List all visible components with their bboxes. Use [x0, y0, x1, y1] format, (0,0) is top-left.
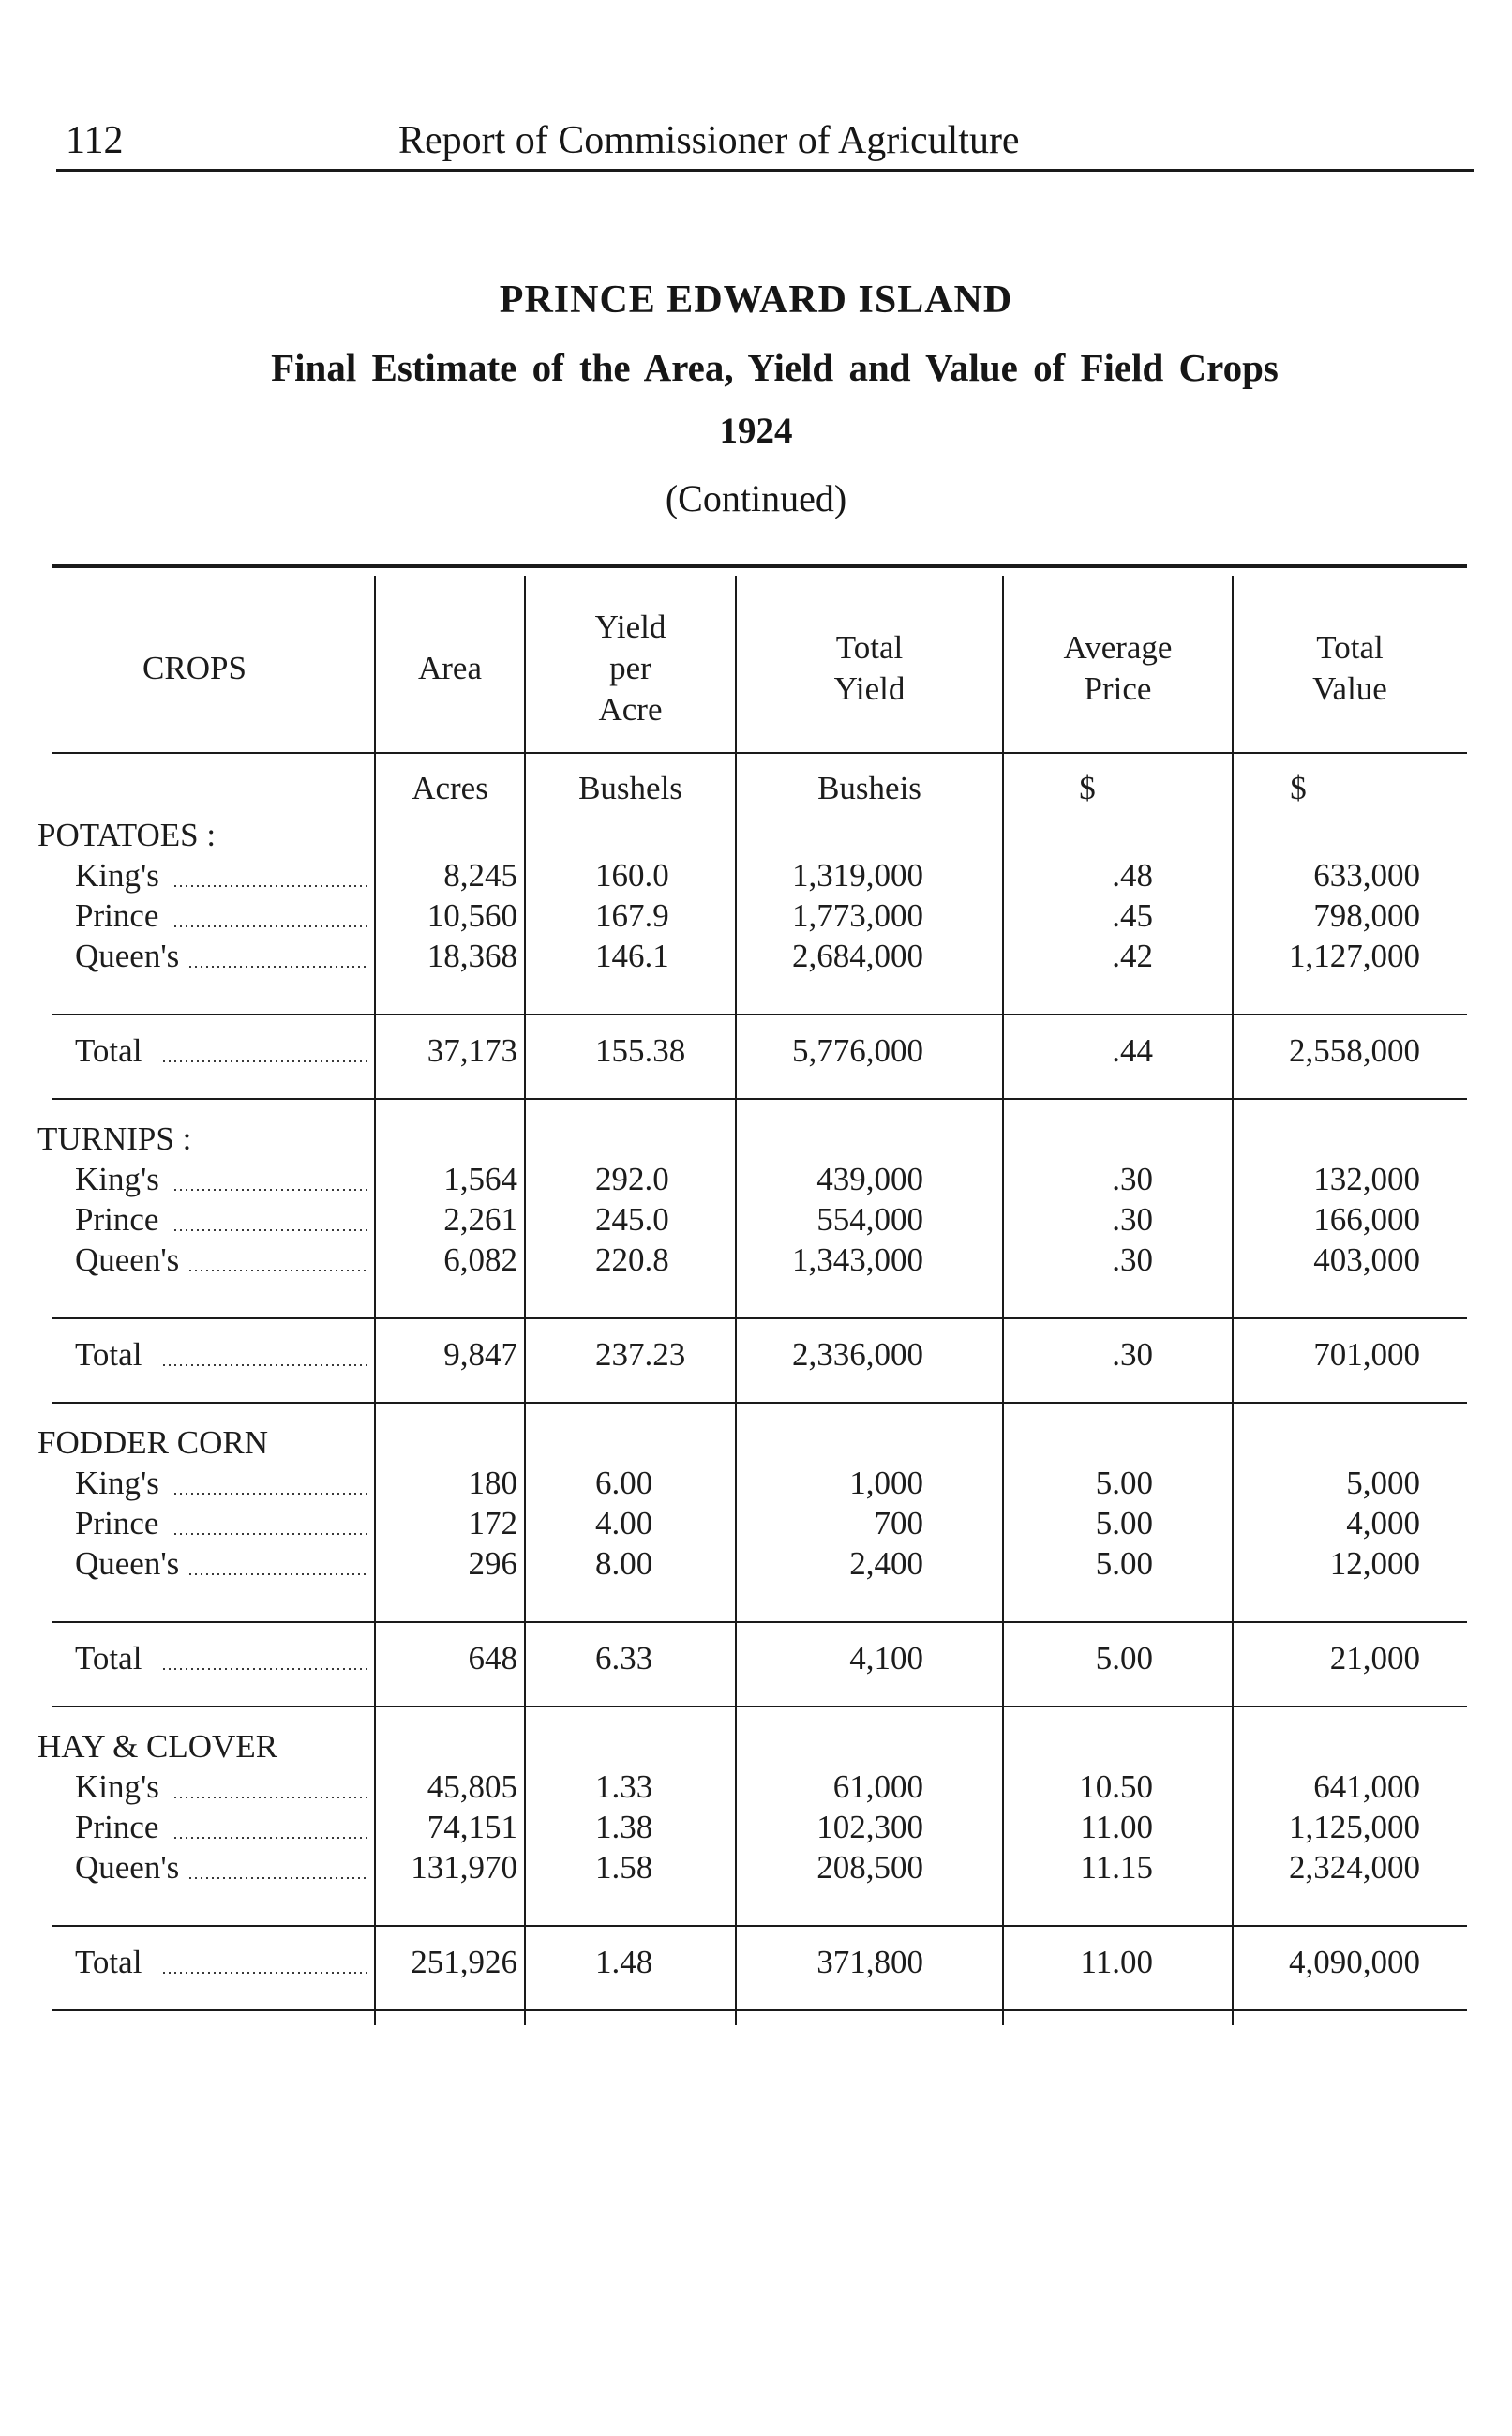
cell-total-value: 798,000: [1313, 897, 1420, 934]
row-label: Prince: [75, 1201, 159, 1238]
column-header-total_value: Total: [1316, 629, 1384, 666]
cell-total-value: 1,127,000: [1289, 938, 1420, 974]
cell-average-price: 11.15: [1080, 1849, 1153, 1886]
page-number: 112: [66, 119, 124, 162]
cell-yield-per-acre: 292.0: [595, 1161, 669, 1197]
cell-average-price: .30: [1112, 1161, 1153, 1197]
column-header-total_value: Value: [1312, 670, 1387, 707]
cell-total-yield: 554,000: [816, 1201, 923, 1238]
row-label: King's: [75, 1161, 159, 1197]
cell-yield-per-acre: 245.0: [595, 1201, 669, 1238]
total-cell-total-value: 2,558,000: [1289, 1032, 1420, 1069]
cell-total-yield: 1,000: [849, 1465, 923, 1501]
cell-average-price: 10.50: [1079, 1768, 1153, 1805]
cell-area: 131,970: [411, 1849, 517, 1886]
row-label: Queen's: [75, 1849, 180, 1886]
total-cell-yield-per-acre: 1.48: [595, 1944, 653, 1980]
cell-yield-per-acre: 1.38: [595, 1809, 653, 1845]
total-cell-area: 251,926: [411, 1944, 517, 1980]
total-row-label: Total: [75, 1032, 142, 1069]
total-cell-yield-per-acre: 155.38: [595, 1032, 686, 1069]
cell-total-value: 641,000: [1313, 1768, 1420, 1805]
column-header-average_price: Average: [1063, 629, 1173, 666]
cell-yield-per-acre: 160.0: [595, 857, 669, 894]
row-label: King's: [75, 857, 159, 894]
crop-group-heading: FODDER CORN: [37, 1424, 269, 1461]
cell-total-yield: 61,000: [832, 1768, 923, 1805]
cell-area: 6,082: [443, 1241, 517, 1278]
unit-label-yield_per_acre: Bushels: [578, 770, 682, 806]
total-cell-total-value: 701,000: [1313, 1336, 1420, 1373]
title-region: PRINCE EDWARD ISLAND: [499, 278, 1013, 322]
total-cell-yield-per-acre: 237.23: [595, 1336, 686, 1373]
crop-group-heading: TURNIPS :: [37, 1120, 192, 1157]
cell-area: 172: [468, 1505, 517, 1541]
cell-average-price: 11.00: [1080, 1809, 1153, 1845]
cell-yield-per-acre: 8.00: [595, 1545, 653, 1582]
cell-average-price: 5.00: [1095, 1465, 1153, 1501]
cell-average-price: .45: [1112, 897, 1153, 934]
unit-label-area: Acres: [412, 770, 488, 806]
title-continued: (Continued): [665, 477, 847, 519]
cell-area: 8,245: [443, 857, 517, 894]
cell-area: 45,805: [427, 1768, 517, 1805]
row-label: Prince: [75, 1809, 159, 1845]
crop-group-heading: POTATOES :: [37, 817, 217, 853]
cell-total-yield: 2,400: [849, 1545, 923, 1582]
row-label: Prince: [75, 1505, 159, 1541]
column-header-total_yield: Yield: [833, 670, 906, 707]
cell-total-value: 132,000: [1313, 1161, 1420, 1197]
row-label: Queen's: [75, 1241, 180, 1278]
row-label: Prince: [75, 897, 159, 934]
cell-total-value: 633,000: [1313, 857, 1420, 894]
cell-average-price: 5.00: [1095, 1505, 1153, 1541]
cell-yield-per-acre: 220.8: [595, 1241, 669, 1278]
row-label: Queen's: [75, 1545, 180, 1582]
cell-yield-per-acre: 146.1: [595, 938, 669, 974]
cell-total-value: 403,000: [1313, 1241, 1420, 1278]
cell-total-yield: 700: [874, 1505, 923, 1541]
total-cell-total-value: 4,090,000: [1289, 1944, 1420, 1980]
total-cell-total-value: 21,000: [1329, 1640, 1420, 1677]
cell-total-yield: 439,000: [816, 1161, 923, 1197]
title-year: 1924: [719, 411, 793, 451]
total-cell-yield-per-acre: 6.33: [595, 1640, 653, 1677]
total-cell-average-price: .44: [1112, 1032, 1153, 1069]
total-row-label: Total: [75, 1640, 142, 1677]
total-cell-total-yield: 4,100: [849, 1640, 923, 1677]
cell-yield-per-acre: 1.33: [595, 1768, 653, 1805]
cell-yield-per-acre: 1.58: [595, 1849, 653, 1886]
cell-total-yield: 1,773,000: [792, 897, 923, 934]
total-cell-average-price: 5.00: [1095, 1640, 1153, 1677]
total-cell-average-price: .30: [1112, 1336, 1153, 1373]
column-header-yield_per_acre: Yield: [594, 609, 666, 645]
total-cell-area: 37,173: [427, 1032, 517, 1069]
total-cell-average-price: 11.00: [1080, 1944, 1153, 1980]
total-cell-total-yield: 371,800: [816, 1944, 923, 1980]
cell-total-value: 4,000: [1346, 1505, 1420, 1541]
cell-area: 180: [468, 1465, 517, 1501]
total-row-label: Total: [75, 1944, 142, 1980]
row-label: Queen's: [75, 938, 180, 974]
column-header-crops: CROPS: [142, 650, 247, 686]
unit-label-total_yield: Busheis: [817, 770, 921, 806]
unit-label-average_price: $: [1079, 770, 1096, 806]
cell-area: 296: [468, 1545, 517, 1582]
cell-total-yield: 1,343,000: [792, 1241, 923, 1278]
column-header-yield_per_acre: Acre: [598, 691, 663, 728]
row-label: King's: [75, 1768, 159, 1805]
column-header-yield_per_acre: per: [609, 650, 651, 686]
total-cell-area: 9,847: [443, 1336, 517, 1373]
cell-area: 1,564: [443, 1161, 517, 1197]
cell-total-yield: 1,319,000: [792, 857, 923, 894]
cell-total-yield: 2,684,000: [792, 938, 923, 974]
cell-average-price: .30: [1112, 1201, 1153, 1238]
cell-average-price: 5.00: [1095, 1545, 1153, 1582]
crop-group-heading: HAY & CLOVER: [37, 1728, 278, 1765]
cell-total-value: 2,324,000: [1289, 1849, 1420, 1886]
cell-total-value: 1,125,000: [1289, 1809, 1420, 1845]
row-label: King's: [75, 1465, 159, 1501]
cell-area: 18,368: [427, 938, 517, 974]
cell-yield-per-acre: 167.9: [595, 897, 669, 934]
total-row-label: Total: [75, 1336, 142, 1373]
cell-total-yield: 102,300: [816, 1809, 923, 1845]
cell-total-value: 166,000: [1313, 1201, 1420, 1238]
unit-label-total_value: $: [1290, 770, 1307, 806]
cell-area: 10,560: [427, 897, 517, 934]
column-header-area: Area: [417, 650, 483, 686]
total-cell-area: 648: [468, 1640, 517, 1677]
total-cell-total-yield: 5,776,000: [792, 1032, 923, 1069]
cell-average-price: .42: [1112, 938, 1153, 974]
cell-area: 2,261: [443, 1201, 517, 1238]
cell-yield-per-acre: 6.00: [595, 1465, 653, 1501]
column-header-total_yield: Total: [835, 629, 904, 666]
cell-yield-per-acre: 4.00: [595, 1505, 653, 1541]
total-cell-total-yield: 2,336,000: [792, 1336, 923, 1373]
cell-area: 74,151: [427, 1809, 517, 1845]
cell-average-price: .30: [1112, 1241, 1153, 1278]
running-title: Report of Commissioner of Agriculture: [398, 119, 1020, 162]
column-header-average_price: Price: [1084, 670, 1152, 707]
cell-average-price: .48: [1112, 857, 1153, 894]
title-subject: Final Estimate of the Area, Yield and Value of Field Crops: [271, 346, 1279, 389]
cell-total-value: 12,000: [1329, 1545, 1420, 1582]
cell-total-yield: 208,500: [816, 1849, 923, 1886]
cell-total-value: 5,000: [1346, 1465, 1420, 1501]
